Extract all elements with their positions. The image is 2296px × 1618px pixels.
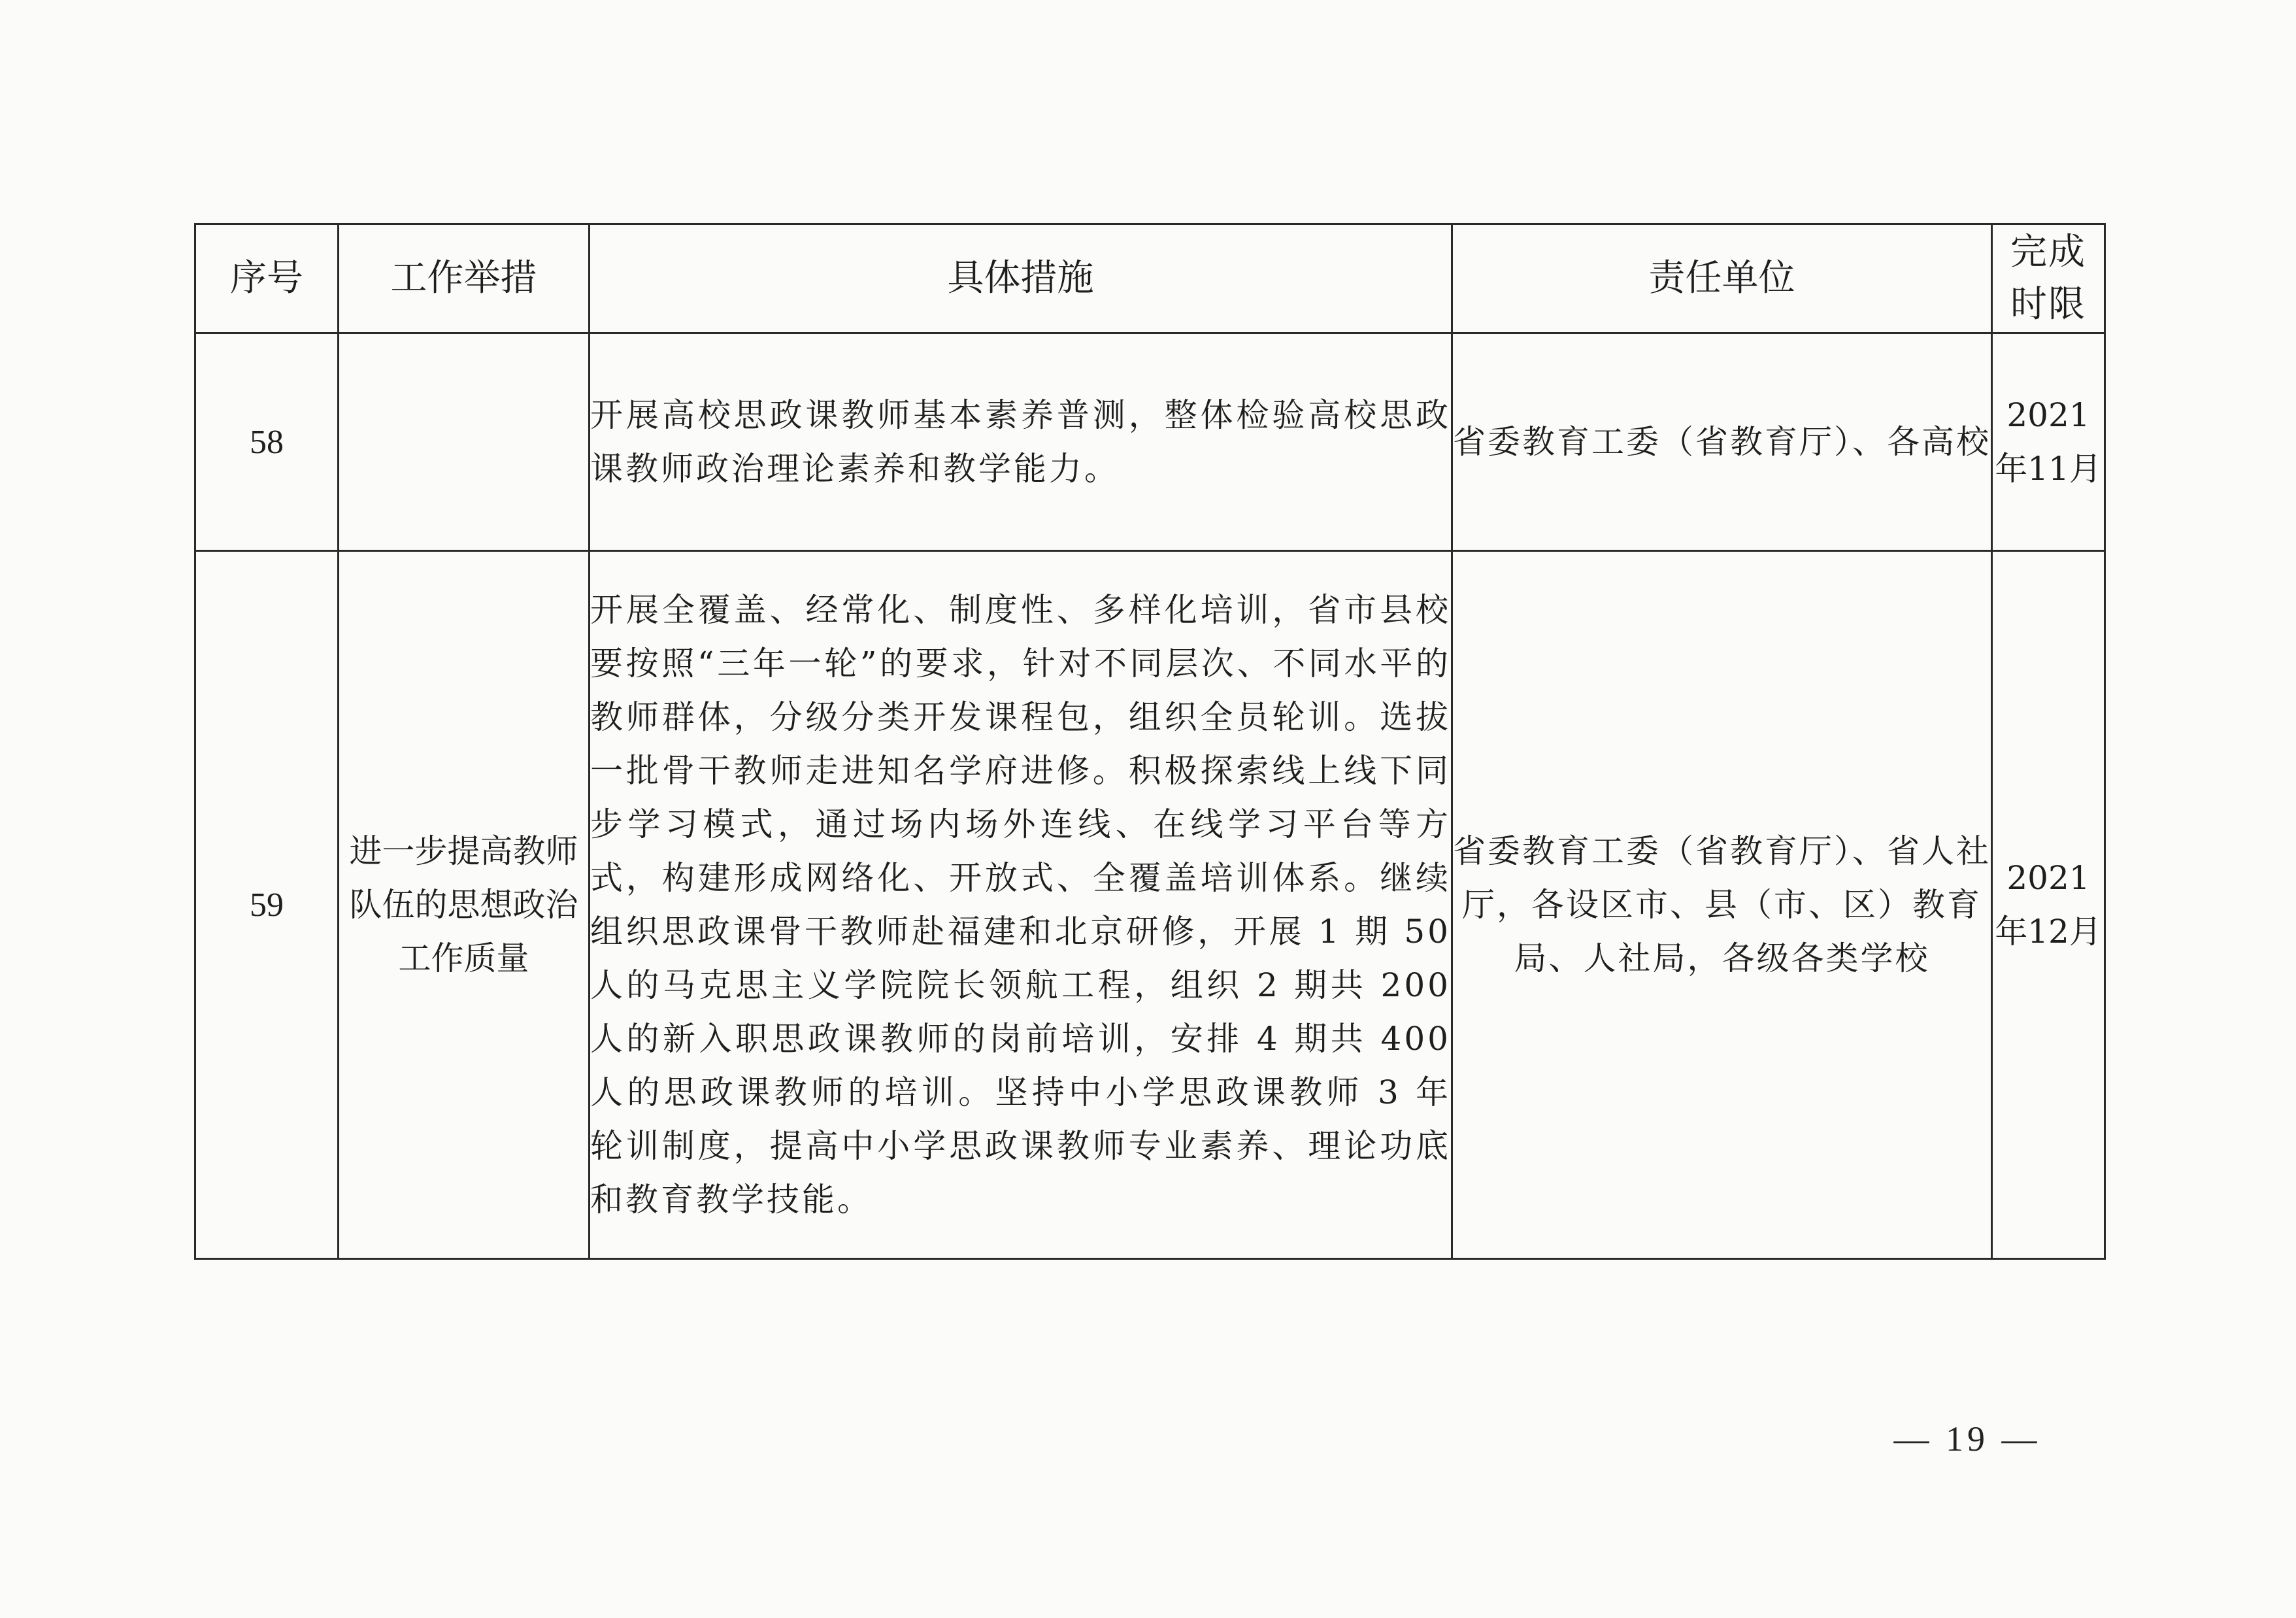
measures-table: [194, 223, 2106, 1260]
row-detail-text: 开展全覆盖、经常化、制度性、多样化培训，省市县校要按照“三年一轮”的要求，针对不同层次、不同水平的教师群体，分级分类开发课程包，组织全员轮训。选拔一批骨干教师走进知名学府进修。积极探索线上线下同步学习模式，通过场内场外连线、在线学习平台等方式，构建形成网络化、开放式、全覆盖培训体系。继续组织思政课骨干教师赴福建和北京研修，开展 1 期 50 人的马克思主义学院院长领航工程，组织 2 期共 200 人的新入职思政课教师的岗前培训，安排 4 期共 400 人的思政课教师的培训。坚持中小学思政课教师 3 年轮训制度，提高中小学思政课教师专业素养、理论功底和教育教学技能。: [590, 591, 1451, 1219]
table-row: [195, 551, 2105, 1259]
header-deadline: 完成时限: [1992, 224, 2105, 333]
row-deadline: 2021年12月: [1992, 551, 2105, 1259]
header-action: 工作举措: [339, 224, 590, 333]
header-detail: 具体措施: [590, 224, 1452, 333]
row-detail: [590, 551, 1452, 1259]
row-responsible: 省委教育工委（省教育厅）、省人社厅，各设区市、县（市、区）教育局、人社局，各级各类学校: [1452, 551, 1992, 1259]
row-responsible: 省委教育工委（省教育厅）、各高校: [1452, 333, 1992, 551]
row-seq: 58: [195, 333, 339, 551]
row-detail-text: 开展高校思政课教师基本素养普测，整体检验高校思政课教师政治理论素养和教学能力。: [590, 396, 1451, 488]
table-row: [195, 333, 2105, 551]
row-action: 进一步提高教师队伍的思想政治工作质量: [339, 551, 590, 1259]
header-seq: 序号: [195, 224, 339, 333]
row-seq: 59: [195, 551, 339, 1259]
page-number: — 19 —: [1893, 1419, 2041, 1458]
table-header-row: [195, 224, 2105, 333]
header-responsible: 责任单位: [1452, 224, 1992, 333]
row-deadline: 2021年11月: [1992, 333, 2105, 551]
row-action: [339, 333, 590, 551]
row-detail: [590, 333, 1452, 551]
